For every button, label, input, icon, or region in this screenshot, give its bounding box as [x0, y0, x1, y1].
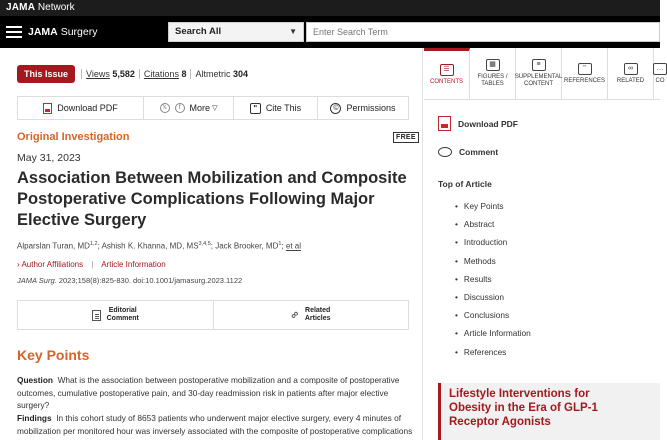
related-line2: Articles — [304, 315, 331, 322]
key-points-heading: Key Points — [17, 347, 90, 363]
journal-logo[interactable] — [28, 16, 97, 48]
affiliation-links: › Author Affiliations | Article Information — [17, 260, 166, 269]
comment-icon: … — [653, 63, 667, 75]
search-scope-label: Search All — [175, 26, 222, 37]
free-badge: FREE — [393, 132, 419, 143]
author-affiliation-marker: 1 — [278, 241, 282, 247]
article-toolbar — [17, 96, 409, 120]
this-issue-button[interactable]: This Issue — [17, 65, 75, 83]
toc-item-article-information[interactable]: • Article Information — [455, 324, 531, 342]
cite-this-label: Cite This — [265, 103, 302, 113]
related-articles-label — [305, 307, 331, 323]
tab-label: SUPPLEMENTAL CONTENT — [514, 74, 563, 87]
toc-item-introduction[interactable]: • Introduction — [455, 233, 531, 251]
toc-item-conclusions[interactable]: • Conclusions — [455, 306, 531, 324]
toc-item-methods[interactable]: • Methods — [455, 252, 531, 270]
download-pdf-label: Download PDF — [57, 103, 118, 113]
quote-icon: " — [250, 103, 261, 114]
related-articles-link[interactable] — [214, 301, 409, 329]
tab-label: FIGURES / TABLES — [477, 74, 508, 87]
tab-figures-tables[interactable] — [470, 48, 516, 99]
author-affiliations-link[interactable]: Author Affiliations — [21, 260, 84, 269]
link-icon: ∞ — [287, 307, 302, 323]
tab-label: RELATED — [616, 77, 645, 84]
editorial-line2: Comment — [106, 315, 139, 322]
related-line1: Related — [305, 307, 331, 314]
author-name[interactable]: Ashish K. Khanna, MD, MS — [101, 241, 199, 251]
column-divider — [422, 48, 423, 440]
more-button[interactable] — [144, 97, 234, 119]
editorial-comment-link[interactable] — [18, 301, 214, 329]
publication-date: May 31, 2023 — [17, 152, 81, 164]
author-name[interactable]: Alparslan Turan, MD — [17, 241, 90, 251]
tab-label: CO — [655, 77, 665, 84]
permissions-button[interactable] — [318, 97, 408, 119]
sidebar-comment[interactable] — [438, 147, 498, 157]
key-points-question — [17, 374, 417, 412]
chevron-down-icon: ▼ — [289, 27, 297, 36]
toc-heading: Top of Article — [438, 179, 492, 189]
tab-label: REFERENCES — [563, 77, 605, 84]
findings-label: Findings — [17, 413, 52, 423]
tab-references[interactable] — [562, 48, 608, 99]
copyright-icon: © — [330, 103, 341, 114]
editorial-comment-label — [107, 307, 139, 323]
views-label: Views — [86, 69, 110, 79]
expand-arrow-icon: › — [17, 260, 20, 269]
document-icon — [92, 310, 101, 321]
download-pdf-button[interactable] — [18, 97, 144, 119]
question-label: Question — [17, 375, 53, 385]
altmetric-value: 304 — [233, 69, 249, 79]
twitter-icon[interactable]: 𝕏 — [160, 103, 170, 113]
comment-bubble-icon — [438, 147, 452, 157]
views-value: 5,582 — [112, 69, 135, 79]
sidebar-download-pdf-label: Download PDF — [458, 118, 518, 129]
tab-contents[interactable] — [424, 48, 470, 99]
editorial-line1: Editorial — [108, 307, 137, 314]
tab-supplemental-content[interactable] — [516, 48, 562, 99]
toc-item-abstract[interactable]: • Abstract — [455, 215, 531, 233]
facebook-icon[interactable]: f — [175, 103, 185, 113]
network-suffix: Network — [37, 2, 75, 13]
toc-item-results[interactable]: • Results — [455, 270, 531, 288]
quote-icon: " — [578, 63, 592, 75]
article-metrics — [17, 65, 252, 83]
author-list: Alparslan Turan, MD$^{1,2}$; Ashish K. Khanna, MD, MS$^{3,4,5}$; Jack Brooker, $MD^1$; et al — [17, 241, 301, 251]
document-icon: ≡ — [532, 59, 546, 71]
author-name[interactable]: Jack Brooker, MD — [215, 241, 279, 251]
citations-value: 8 — [181, 69, 187, 79]
search-input[interactable] — [306, 22, 660, 42]
site-header — [0, 16, 660, 48]
cite-this-button[interactable] — [234, 97, 318, 119]
views-metric[interactable] — [81, 69, 139, 79]
question-text: What is the association between postoperative mobilization and a composite of postoperative outcomes, cumulative postoperative pain, and 30-day readmission risk in patients after major elective surgery? — [17, 375, 400, 410]
image-icon: ▦ — [486, 59, 500, 71]
related-content-box — [17, 300, 409, 330]
network-bar — [0, 0, 660, 16]
list-icon: ☰ — [440, 64, 454, 76]
toc-item-references[interactable]: • References — [455, 343, 531, 361]
journal-prefix: JAMA — [28, 26, 58, 38]
menu-icon[interactable] — [6, 26, 22, 38]
citations-label: Citations — [143, 69, 179, 79]
citation-journal: JAMA Surg. — [17, 276, 57, 285]
tab-comments[interactable] — [654, 48, 666, 99]
pdf-icon — [438, 116, 451, 131]
author-affiliation-marker: 1,2 — [89, 241, 98, 247]
pdf-icon — [43, 103, 52, 114]
journal-name: Surgery — [60, 26, 98, 38]
key-points-findings — [17, 412, 417, 437]
network-brand[interactable]: JAMA — [6, 2, 36, 13]
chevron-down-icon: ▽ — [212, 105, 218, 112]
toc-item-discussion[interactable]: • Discussion — [455, 288, 531, 306]
article-type: Original Investigation — [17, 131, 130, 143]
findings-text: In this cohort study of 8653 patients who underwent major elective surgery, every 4 minutes of mobilization per monitored hour was inversely associated with the composite of postoperative complications — [17, 413, 413, 436]
citations-metric[interactable] — [139, 69, 191, 79]
search-scope-select[interactable] — [168, 22, 304, 42]
author-affiliation-marker: 3,4,5 — [198, 241, 211, 247]
sidebar-tabs — [424, 48, 665, 100]
tab-related[interactable] — [608, 48, 654, 99]
promo-card[interactable] — [438, 383, 660, 440]
link-icon: ∞ — [624, 63, 638, 75]
altmetric-metric[interactable] — [190, 69, 252, 79]
altmetric-label: Altmetric — [195, 69, 231, 79]
article-main — [0, 48, 422, 440]
promo-title[interactable]: Lifestyle Interventions for Obesity in the Era of GLP-1 Receptor Agonists — [449, 388, 598, 428]
sidebar-download-pdf[interactable] — [438, 116, 518, 131]
more-label: More — [189, 103, 211, 113]
permissions-label: Permissions — [346, 103, 396, 113]
article-title: Association Between Mobilization and Composite Postoperative Complications Following Major Elective Surgery — [17, 169, 407, 229]
table-of-contents — [455, 197, 531, 361]
citation-details: 2023;158(8):825-830. doi:10.1001/jamasurg.2023.1122 — [58, 276, 243, 285]
article-citation — [17, 276, 242, 285]
article-information-link[interactable]: Article Information — [101, 260, 166, 269]
et-al-link[interactable]: et al — [285, 241, 301, 251]
toc-item-key-points[interactable]: • Key Points — [455, 197, 531, 215]
tab-label: CONTENTS — [430, 79, 463, 85]
sidebar-comment-label: Comment — [459, 147, 499, 157]
